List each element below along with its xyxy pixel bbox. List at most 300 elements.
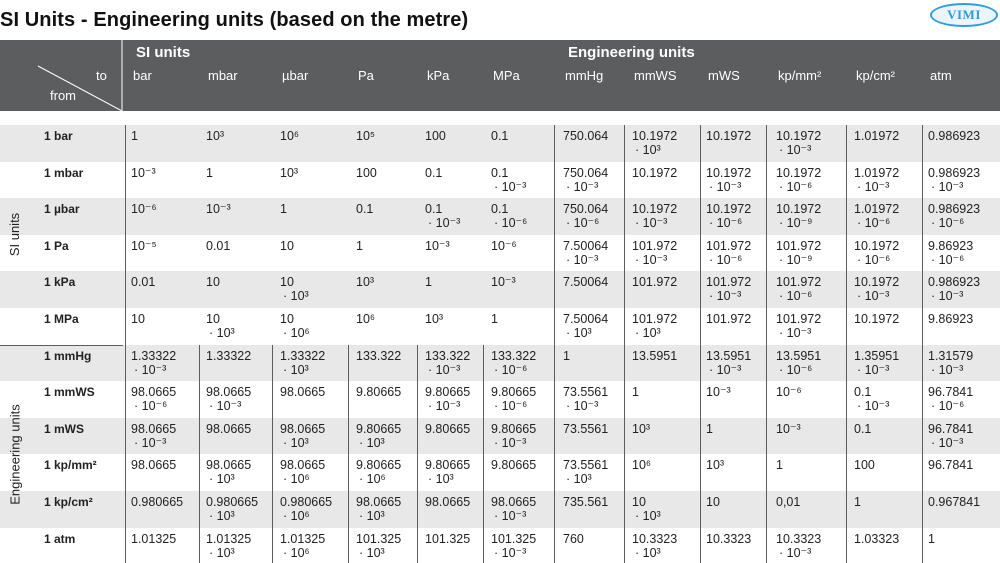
cell-exponent: · 10⁻³ <box>494 435 527 450</box>
cell-value: 10³ <box>632 421 651 436</box>
cell-value: 1.01325 <box>131 531 177 546</box>
table-cell <box>854 166 899 194</box>
table-cell <box>280 385 325 399</box>
cell-exponent: · 10⁻³ <box>494 179 527 194</box>
column-header: kp/mm² <box>778 68 822 83</box>
table-cell <box>425 129 446 143</box>
cell-value: 98.0665 <box>280 421 326 436</box>
cell-exponent: · 10³ <box>283 362 309 377</box>
cell-value: 1 <box>206 165 213 180</box>
column-header: atm <box>930 68 952 83</box>
cell-exponent: · 10⁻³ <box>494 509 527 523</box>
table-cell <box>854 239 899 267</box>
cell-value: 100 <box>854 458 875 473</box>
row-header: 1 bar <box>44 129 73 143</box>
cell-exponent: · 10⁻⁶ <box>779 289 813 304</box>
table-cell <box>206 458 251 486</box>
table-cell <box>706 166 751 194</box>
cell-value: 10.1972 <box>854 238 900 253</box>
table-cell <box>928 495 980 509</box>
cell-exponent: · 10⁶ <box>283 326 310 340</box>
table-cell <box>280 495 332 523</box>
cell-value: 0.1 <box>854 421 872 436</box>
table-cell <box>206 239 230 253</box>
table-cell <box>854 349 899 377</box>
cell-value: 10⁻³ <box>131 165 156 180</box>
cell-value: 1 <box>280 202 287 217</box>
cell-value: 1 <box>131 129 138 143</box>
cell-value: 10⁶ <box>632 458 652 473</box>
cell-exponent: · 10³ <box>283 289 309 304</box>
table-cell <box>131 166 156 180</box>
cell-exponent: · 10⁻³ <box>779 326 812 340</box>
column-divider <box>348 345 349 563</box>
table-cell <box>491 532 536 560</box>
table-cell <box>632 312 677 340</box>
column-header: mmHg <box>565 68 604 83</box>
table-cell <box>563 129 608 143</box>
table-cell <box>491 385 536 413</box>
table-cell <box>491 422 536 450</box>
cell-exponent: · 10⁻³ <box>209 399 242 414</box>
row-header: 1 kp/mm² <box>44 458 97 473</box>
cell-exponent: · 10⁻⁶ <box>931 399 965 414</box>
cell-exponent: · 10⁻⁶ <box>566 216 600 231</box>
cell-value: 10.1972 <box>776 165 822 180</box>
engineering-units-group-label <box>0 345 30 563</box>
row-header: 1 Pa <box>44 238 69 253</box>
cell-value: 1.03323 <box>854 531 900 546</box>
table-cell <box>563 275 608 289</box>
cell-value: 10.1972 <box>854 275 900 290</box>
table-cell <box>776 275 821 303</box>
cell-value: 101.972 <box>776 312 822 326</box>
cell-value: 0.1 <box>491 202 509 217</box>
cell-value: 0.986923 <box>928 129 981 143</box>
table-cell <box>928 166 980 194</box>
cell-exponent: · 10⁻³ <box>779 545 812 560</box>
cell-value: 101.972 <box>706 238 752 253</box>
cell-value: 0,01 <box>776 495 801 509</box>
cell-value: 1 <box>491 312 498 326</box>
column-divider <box>766 125 767 563</box>
cell-value: 10³ <box>425 312 444 326</box>
table-cell <box>776 458 783 472</box>
table-cell <box>491 312 498 326</box>
cell-value: 101.325 <box>356 531 402 546</box>
cell-value: 101.972 <box>632 275 678 290</box>
table-cell <box>425 422 470 436</box>
table-cell <box>425 385 470 413</box>
table-row <box>0 271 1000 308</box>
table-row <box>0 345 1000 382</box>
table-header <box>0 40 1000 111</box>
cell-value: 73.5561 <box>563 458 609 473</box>
table-cell <box>854 312 899 326</box>
cell-value: 96.7841 <box>928 458 974 473</box>
table-cell <box>206 349 251 363</box>
cell-value: 10.3323 <box>776 531 822 546</box>
table-cell <box>206 422 251 436</box>
cell-exponent: · 10⁻³ <box>428 216 461 231</box>
table-cell <box>706 385 731 399</box>
column-divider <box>624 125 625 563</box>
cell-value: 1.01325 <box>206 531 252 546</box>
cell-value: 1 <box>356 238 363 253</box>
cell-value: 1.01972 <box>854 165 900 180</box>
cell-value: 10 <box>280 275 294 290</box>
cell-value: 735.561 <box>563 495 609 509</box>
cell-exponent: · 10⁻³ <box>779 143 812 157</box>
table-cell <box>854 202 899 230</box>
engineering-units-group-header: Engineering units <box>568 44 695 61</box>
table-cell <box>491 275 516 289</box>
table-cell <box>356 166 377 180</box>
table-cell <box>206 275 220 289</box>
cell-exponent: · 10³ <box>209 509 235 523</box>
cell-exponent: · 10³ <box>283 435 309 450</box>
table-cell <box>854 129 899 143</box>
table-cell <box>706 495 720 509</box>
cell-value: 10⁶ <box>280 129 300 143</box>
table-cell <box>776 495 800 509</box>
cell-exponent: · 10³ <box>209 472 235 487</box>
from-label: from <box>50 88 76 103</box>
cell-value: 98.0665 <box>425 495 471 509</box>
column-divider <box>199 345 200 563</box>
cell-value: 1.01972 <box>854 202 900 217</box>
cell-exponent: · 10⁻⁶ <box>494 362 528 377</box>
cell-exponent: · 10³ <box>209 545 235 560</box>
cell-exponent: · 10⁻³ <box>931 362 964 377</box>
cell-value: 96.7841 <box>928 385 974 400</box>
cell-value: 0.986923 <box>928 275 981 290</box>
table-cell <box>706 458 724 472</box>
cell-value: 10³ <box>280 165 299 180</box>
table-cell <box>854 385 889 413</box>
cell-value: 1.33322 <box>206 348 252 363</box>
table-cell <box>491 166 526 194</box>
cell-value: 10⁶ <box>356 312 376 326</box>
column-divider <box>272 345 273 563</box>
cell-value: 101.972 <box>776 238 822 253</box>
table-row <box>0 491 1000 528</box>
group-label-text: Engineering units <box>7 404 23 505</box>
cell-value: 133.322 <box>425 348 471 363</box>
table-cell <box>280 166 298 180</box>
cell-value: 98.0665 <box>131 421 177 436</box>
cell-value: 9.80665 <box>356 385 402 400</box>
cell-exponent: · 10³ <box>428 472 454 487</box>
cell-exponent: · 10⁻³ <box>709 289 742 304</box>
column-divider <box>417 345 418 563</box>
table-cell <box>356 129 375 143</box>
cell-exponent: · 10⁶ <box>359 472 386 487</box>
table-cell <box>356 349 401 363</box>
cell-exponent: · 10⁻⁶ <box>494 399 528 414</box>
table-cell <box>131 202 157 216</box>
cell-exponent: · 10⁻⁶ <box>134 399 168 414</box>
cell-exponent: · 10³ <box>359 509 385 523</box>
cell-exponent: · 10⁻³ <box>931 289 964 304</box>
vimi-logo[interactable]: VIMI <box>930 3 998 27</box>
cell-value: 0.980665 <box>206 495 259 509</box>
cell-value: 9.80665 <box>425 458 471 473</box>
cell-value: 10⁻³ <box>425 238 450 253</box>
cell-exponent: · 10⁻³ <box>857 399 890 414</box>
cell-value: 0.1 <box>491 129 509 143</box>
conversion-table <box>0 125 1000 563</box>
row-header: 1 kPa <box>44 275 76 290</box>
table-row <box>0 418 1000 455</box>
column-divider <box>922 125 923 563</box>
table-cell <box>563 422 608 436</box>
table-cell <box>776 349 821 377</box>
table-cell <box>776 385 802 399</box>
table-cell <box>280 239 294 253</box>
cell-value: 98.0665 <box>206 421 252 436</box>
cell-value: 10⁻⁶ <box>131 202 157 217</box>
cell-value: 10 <box>706 495 720 509</box>
cell-exponent: · 10⁻³ <box>709 362 742 377</box>
table-cell <box>563 239 608 267</box>
cell-value: 10.1972 <box>776 202 822 217</box>
cell-value: 0.986923 <box>928 165 981 180</box>
table-cell <box>425 349 470 377</box>
column-header: mWS <box>708 68 740 83</box>
table-cell <box>131 385 176 413</box>
cell-exponent: · 10⁻³ <box>857 289 890 304</box>
table-cell <box>854 495 861 509</box>
cell-exponent: · 10⁻⁶ <box>709 252 743 267</box>
table-cell <box>706 129 751 143</box>
table-cell <box>563 495 608 509</box>
cell-value: 133.322 <box>491 348 537 363</box>
cell-value: 1 <box>928 531 935 546</box>
table-row <box>0 198 1000 235</box>
cell-value: 98.0665 <box>280 458 326 473</box>
table-cell <box>425 166 442 180</box>
cell-value: 0.980665 <box>131 495 184 509</box>
table-cell <box>491 458 536 472</box>
table-cell <box>563 532 584 546</box>
cell-value: 0.01 <box>206 238 231 253</box>
cell-value: 10 <box>131 312 145 326</box>
cell-value: 10 <box>632 495 646 509</box>
cell-value: 101.972 <box>632 238 678 253</box>
table-cell <box>131 532 176 546</box>
row-header: 1 mmWS <box>44 385 95 400</box>
cell-value: 10.1972 <box>632 129 678 143</box>
table-cell <box>632 166 677 180</box>
cell-value: 10.1972 <box>854 312 900 326</box>
table-cell <box>356 532 401 560</box>
column-divider <box>483 345 484 563</box>
table-cell <box>563 202 608 230</box>
table-cell <box>632 129 677 157</box>
table-cell <box>632 202 677 230</box>
table-cell <box>928 349 973 377</box>
cell-value: 1 <box>854 495 861 509</box>
cell-exponent: · 10⁻⁶ <box>779 179 813 194</box>
table-cell <box>632 422 650 436</box>
table-cell <box>854 275 899 303</box>
cell-value: 0.1 <box>425 202 443 217</box>
cell-value: 10.1972 <box>632 165 678 180</box>
cell-value: 1.01325 <box>280 531 326 546</box>
cell-value: 1.31579 <box>928 348 974 363</box>
cell-exponent: · 10⁻³ <box>428 399 461 414</box>
cell-value: 96.7841 <box>928 421 974 436</box>
table-cell <box>356 239 363 253</box>
table-cell <box>491 495 536 523</box>
cell-exponent: · 10³ <box>635 143 661 157</box>
table-cell <box>706 239 751 267</box>
group-label-text: SI units <box>7 213 23 257</box>
cell-value: 10⁻³ <box>776 421 801 436</box>
column-divider <box>700 125 701 563</box>
table-cell <box>131 239 157 253</box>
cell-value: 100 <box>356 165 377 180</box>
table-row <box>0 235 1000 272</box>
table-cell <box>928 532 935 546</box>
table-cell <box>425 275 432 289</box>
table-cell <box>928 202 980 230</box>
cell-exponent: · 10³ <box>359 435 385 450</box>
column-header: MPa <box>493 68 520 83</box>
table-cell <box>776 202 821 230</box>
cell-exponent: · 10⁻⁶ <box>857 252 891 267</box>
cell-value: 0.986923 <box>928 202 981 217</box>
column-divider <box>554 125 555 563</box>
table-row <box>0 454 1000 491</box>
table-cell <box>632 495 661 523</box>
table-cell <box>356 202 373 216</box>
table-cell <box>854 532 899 546</box>
table-cell <box>280 129 299 143</box>
row-header: 1 mmHg <box>44 348 92 363</box>
cell-value: 9.80665 <box>491 421 537 436</box>
cell-value: 1 <box>776 458 783 473</box>
table-cell <box>131 495 183 509</box>
cell-exponent: · 10⁻³ <box>428 362 461 377</box>
table-cell <box>632 532 677 560</box>
cell-value: 101.325 <box>425 531 471 546</box>
cell-value: 1 <box>425 275 432 290</box>
cell-value: 101.972 <box>776 275 822 290</box>
cell-exponent: · 10⁶ <box>283 509 310 523</box>
cell-value: 10.3323 <box>706 531 752 546</box>
cell-exponent: · 10³ <box>359 545 385 560</box>
page-title: SI Units - Engineering units (based on the metre) <box>0 9 469 31</box>
table-cell <box>356 495 401 523</box>
table-cell <box>425 312 443 326</box>
cell-value: 10.1972 <box>706 165 752 180</box>
cell-value: 10.1972 <box>776 129 822 143</box>
cell-value: 750.064 <box>563 202 609 217</box>
cell-exponent: · 10⁻³ <box>709 179 742 194</box>
cell-value: 750.064 <box>563 129 609 143</box>
table-row <box>0 125 1000 162</box>
cell-value: 1.33322 <box>131 348 177 363</box>
cell-value: 10 <box>280 238 294 253</box>
table-cell <box>563 312 608 340</box>
cell-value: 73.5561 <box>563 421 609 436</box>
cell-exponent: · 10⁻⁹ <box>779 216 813 231</box>
column-header: kPa <box>427 68 450 83</box>
table-cell <box>776 312 821 340</box>
table-cell <box>280 458 325 486</box>
cell-value: 10.1972 <box>706 202 752 217</box>
cell-value: 10⁻³ <box>706 385 731 400</box>
column-header: mmWS <box>634 68 677 83</box>
cell-value: 9.80665 <box>356 458 402 473</box>
table-cell <box>928 239 973 267</box>
table-cell <box>706 532 751 546</box>
table-cell <box>706 275 751 303</box>
table-cell <box>206 129 224 143</box>
cell-value: 9.86923 <box>928 238 974 253</box>
table-cell <box>928 312 973 326</box>
cell-value: 0.980665 <box>280 495 333 509</box>
table-cell <box>776 166 821 194</box>
cell-value: 7.50064 <box>563 312 609 326</box>
cell-value: 10⁻⁶ <box>776 385 802 400</box>
cell-value: 7.50064 <box>563 275 609 290</box>
cell-value: 10⁻⁶ <box>491 238 517 253</box>
table-cell <box>491 349 536 377</box>
cell-value: 7.50064 <box>563 238 609 253</box>
table-cell <box>563 385 608 413</box>
cell-exponent: · 10⁻³ <box>566 399 599 414</box>
cell-exponent: · 10⁻³ <box>566 179 599 194</box>
table-cell <box>632 385 639 399</box>
table-cell <box>280 202 287 216</box>
cell-value: 1 <box>563 348 570 363</box>
cell-value: 10⁵ <box>356 129 376 143</box>
table-row <box>0 381 1000 418</box>
cell-value: 10.1972 <box>632 202 678 217</box>
cell-value: 10³ <box>206 129 225 143</box>
cell-value: 10 <box>206 312 220 326</box>
table-row <box>0 308 1000 345</box>
si-units-group-label <box>0 125 30 345</box>
cell-value: 0.1 <box>356 202 374 217</box>
cell-value: 760 <box>563 531 584 546</box>
table-cell <box>425 495 470 509</box>
cell-value: 1.33322 <box>280 348 326 363</box>
cell-exponent: · 10⁻⁶ <box>931 252 965 267</box>
cell-exponent: · 10³ <box>635 545 661 560</box>
row-header: 1 MPa <box>44 312 79 326</box>
cell-value: 750.064 <box>563 165 609 180</box>
cell-exponent: · 10⁻³ <box>857 179 890 194</box>
cell-value: 101.325 <box>491 531 537 546</box>
table-cell <box>425 239 450 253</box>
cell-value: 100 <box>425 129 446 143</box>
table-cell <box>206 532 251 560</box>
table-cell <box>776 532 821 560</box>
table-cell <box>131 275 155 289</box>
table-cell <box>356 422 401 450</box>
table-cell <box>280 349 325 377</box>
table-cell <box>425 458 470 486</box>
table-cell <box>776 129 821 157</box>
table-cell <box>491 239 517 253</box>
column-divider <box>846 125 847 563</box>
table-cell <box>356 275 374 289</box>
cell-value: 13.5951 <box>776 348 822 363</box>
